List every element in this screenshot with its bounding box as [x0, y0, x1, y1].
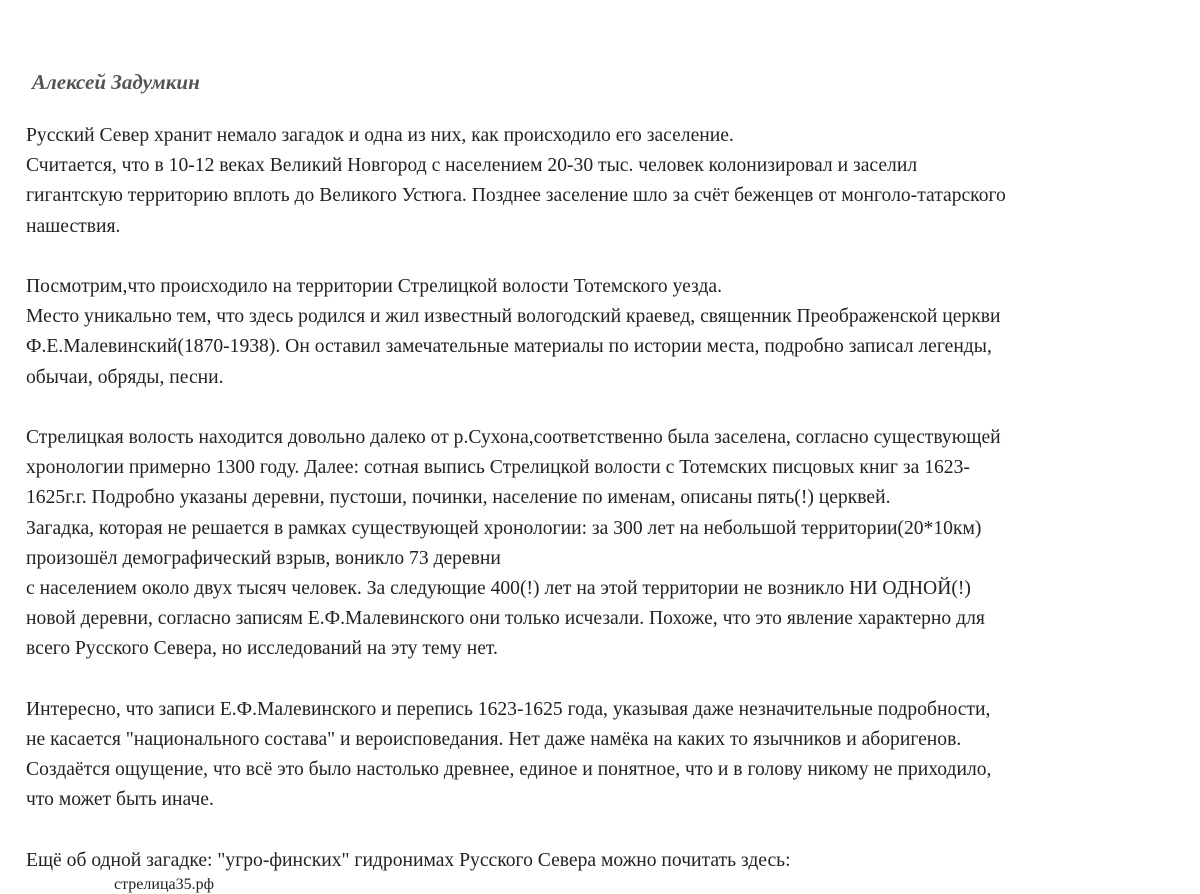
- text-line: Место уникально тем, что здесь родился и жил известный вологодский краевед, священник Преображенской церкви: [26, 306, 1001, 328]
- text-line: всего Русского Севера, но исследований на эту тему нет.: [26, 638, 498, 660]
- text-line: Ф.Е.Малевинский(1870-1938). Он оставил замечательные материалы по истории места, подробно записал легенды,: [26, 336, 992, 358]
- text-line: новой деревни, согласно записям Е.Ф.Малевинского они только исчезали. Похоже, что это явление характерно для: [26, 608, 985, 630]
- text-line: Посмотрим,что происходило на территории Стрелицкой волости Тотемского уезда.: [26, 276, 723, 297]
- text-line: Русский Север хранит немало загадок и одна из них, как происходило его заселение.: [26, 125, 734, 146]
- site-link[interactable]: стрелица35.рф: [114, 876, 214, 894]
- article-body: [26, 102, 1166, 876]
- text-line: Загадка, которая не решается в рамках существующей хронологии: за 300 лет на небольшой территории(20*10км): [26, 517, 982, 539]
- text-line: обычаи, обряды, песни.: [26, 366, 224, 388]
- text-line: гигантскую территорию вплоть до Великого Устюга. Позднее заселение шло за счёт беженцев от монголо-татарского: [26, 185, 1006, 207]
- author-name: Алексей Задумкин: [32, 70, 200, 94]
- text-line: Ещё об одной загадке: "угро-финских" гидронимах Русского Севера можно почитать здесь:: [26, 849, 791, 871]
- text-line: произошёл демографический взрыв, воникло 73 деревни: [26, 547, 501, 569]
- text-line: Считается, что в 10-12 веках Великий Новгород с населением 20-30 тыс. человек колонизировал и заселил: [26, 155, 918, 177]
- text-line: Интересно, что записи Е.Ф.Малевинского и перепись 1623-1625 года, указывая даже незначительные подробности,: [26, 698, 991, 720]
- text-line: хронологии примерно 1300 году. Далее: сотная выпись Стрелицкой волости с Тотемских писцовых книг за 1623-: [26, 457, 970, 479]
- paragraph-spacer: [26, 242, 1166, 272]
- text-line: не касается "национального состава" и вероисповедания. Нет даже намёка на каких то язычников и аборигенов.: [26, 729, 962, 751]
- paragraph-spacer: [26, 393, 1166, 423]
- text-line: что может быть иначе.: [26, 789, 214, 811]
- text-line: 1625г.г. Подробно указаны деревни, пустоши, починки, население по именам, описаны пять(!) церквей.: [26, 487, 891, 509]
- paragraph-spacer: [26, 816, 1166, 846]
- text-line: Стрелицкая волость находится довольно далеко от р.Сухона,соответственно была заселена, согласно существующей: [26, 427, 1001, 448]
- text-line: Создаётся ощущение, что всё это было настолько древнее, единое и понятное, что и в голову никому не приходило,: [26, 759, 992, 781]
- text-line: с населением около двух тысяч человек. За следующие 400(!) лет на этой территории не возникло НИ ОДНОЙ(!): [26, 578, 971, 600]
- text-line: нашествия.: [26, 215, 121, 237]
- paragraph-spacer: [26, 665, 1166, 695]
- link-line: [26, 876, 1166, 894]
- article: [26, 62, 1166, 894]
